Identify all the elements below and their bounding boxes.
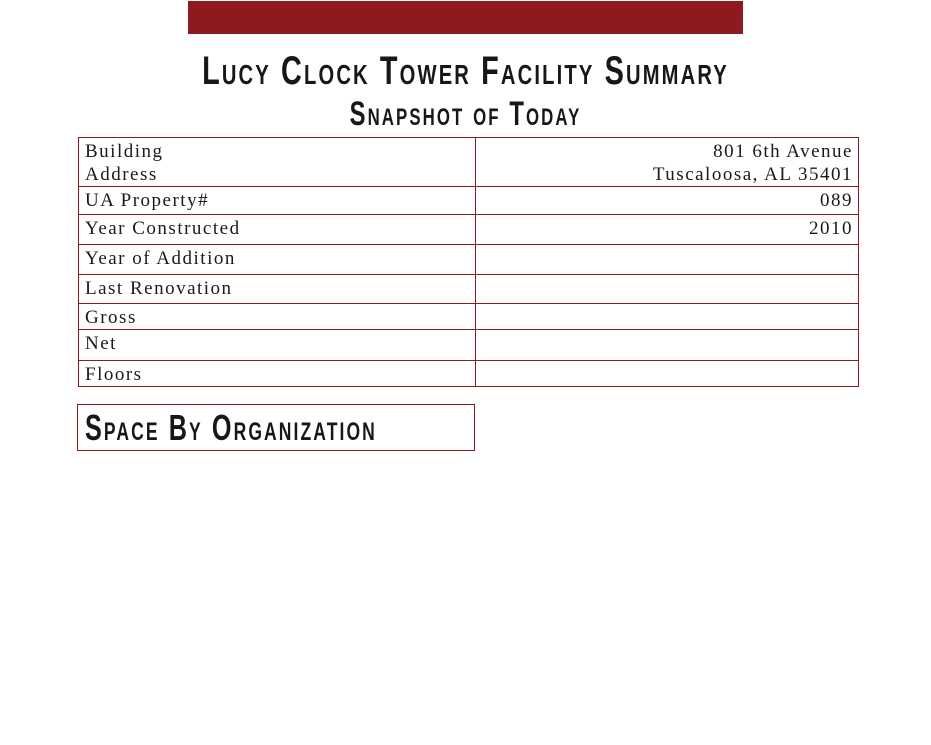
- table-row: [79, 187, 859, 215]
- net-value: [476, 330, 859, 361]
- table-row: [79, 215, 859, 245]
- table-row: [79, 304, 859, 330]
- year-of-addition-value: [476, 245, 859, 275]
- gross-value: [476, 304, 859, 330]
- table-row: [79, 361, 859, 387]
- table-row: [79, 330, 859, 361]
- page-title: Lucy Clock Tower Facility Summary: [202, 49, 729, 93]
- table-row: [79, 138, 859, 187]
- building-address-label-line1: Building: [85, 141, 164, 162]
- year-constructed-label: Year Constructed: [79, 215, 476, 245]
- building-address-label: [79, 138, 476, 187]
- building-address-label-line2: Address: [85, 164, 158, 185]
- table-row: [79, 275, 859, 304]
- facility-summary-table: [78, 137, 859, 387]
- building-address-value: [476, 138, 859, 187]
- last-renovation-label: Last Renovation: [79, 275, 476, 304]
- city-state-zip: Tuscaloosa, AL 35401: [652, 164, 853, 185]
- gross-label: Gross: [79, 304, 476, 330]
- section-title: Space By Organization: [85, 407, 377, 448]
- table-row: [79, 245, 859, 275]
- net-label: Net: [79, 330, 476, 361]
- page-subtitle: Snapshot of Today: [349, 95, 582, 133]
- street-address: 801 6th Avenue: [713, 141, 853, 162]
- property-number-value: 089: [476, 187, 859, 215]
- last-renovation-value: [476, 275, 859, 304]
- year-constructed-value: 2010: [476, 215, 859, 245]
- floors-value: [476, 361, 859, 387]
- year-of-addition-label: Year of Addition: [79, 245, 476, 275]
- property-number-label: UA Property#: [79, 187, 476, 215]
- space-by-organization-section: [77, 404, 475, 451]
- header-accent-bar: [188, 1, 743, 34]
- floors-label: Floors: [79, 361, 476, 387]
